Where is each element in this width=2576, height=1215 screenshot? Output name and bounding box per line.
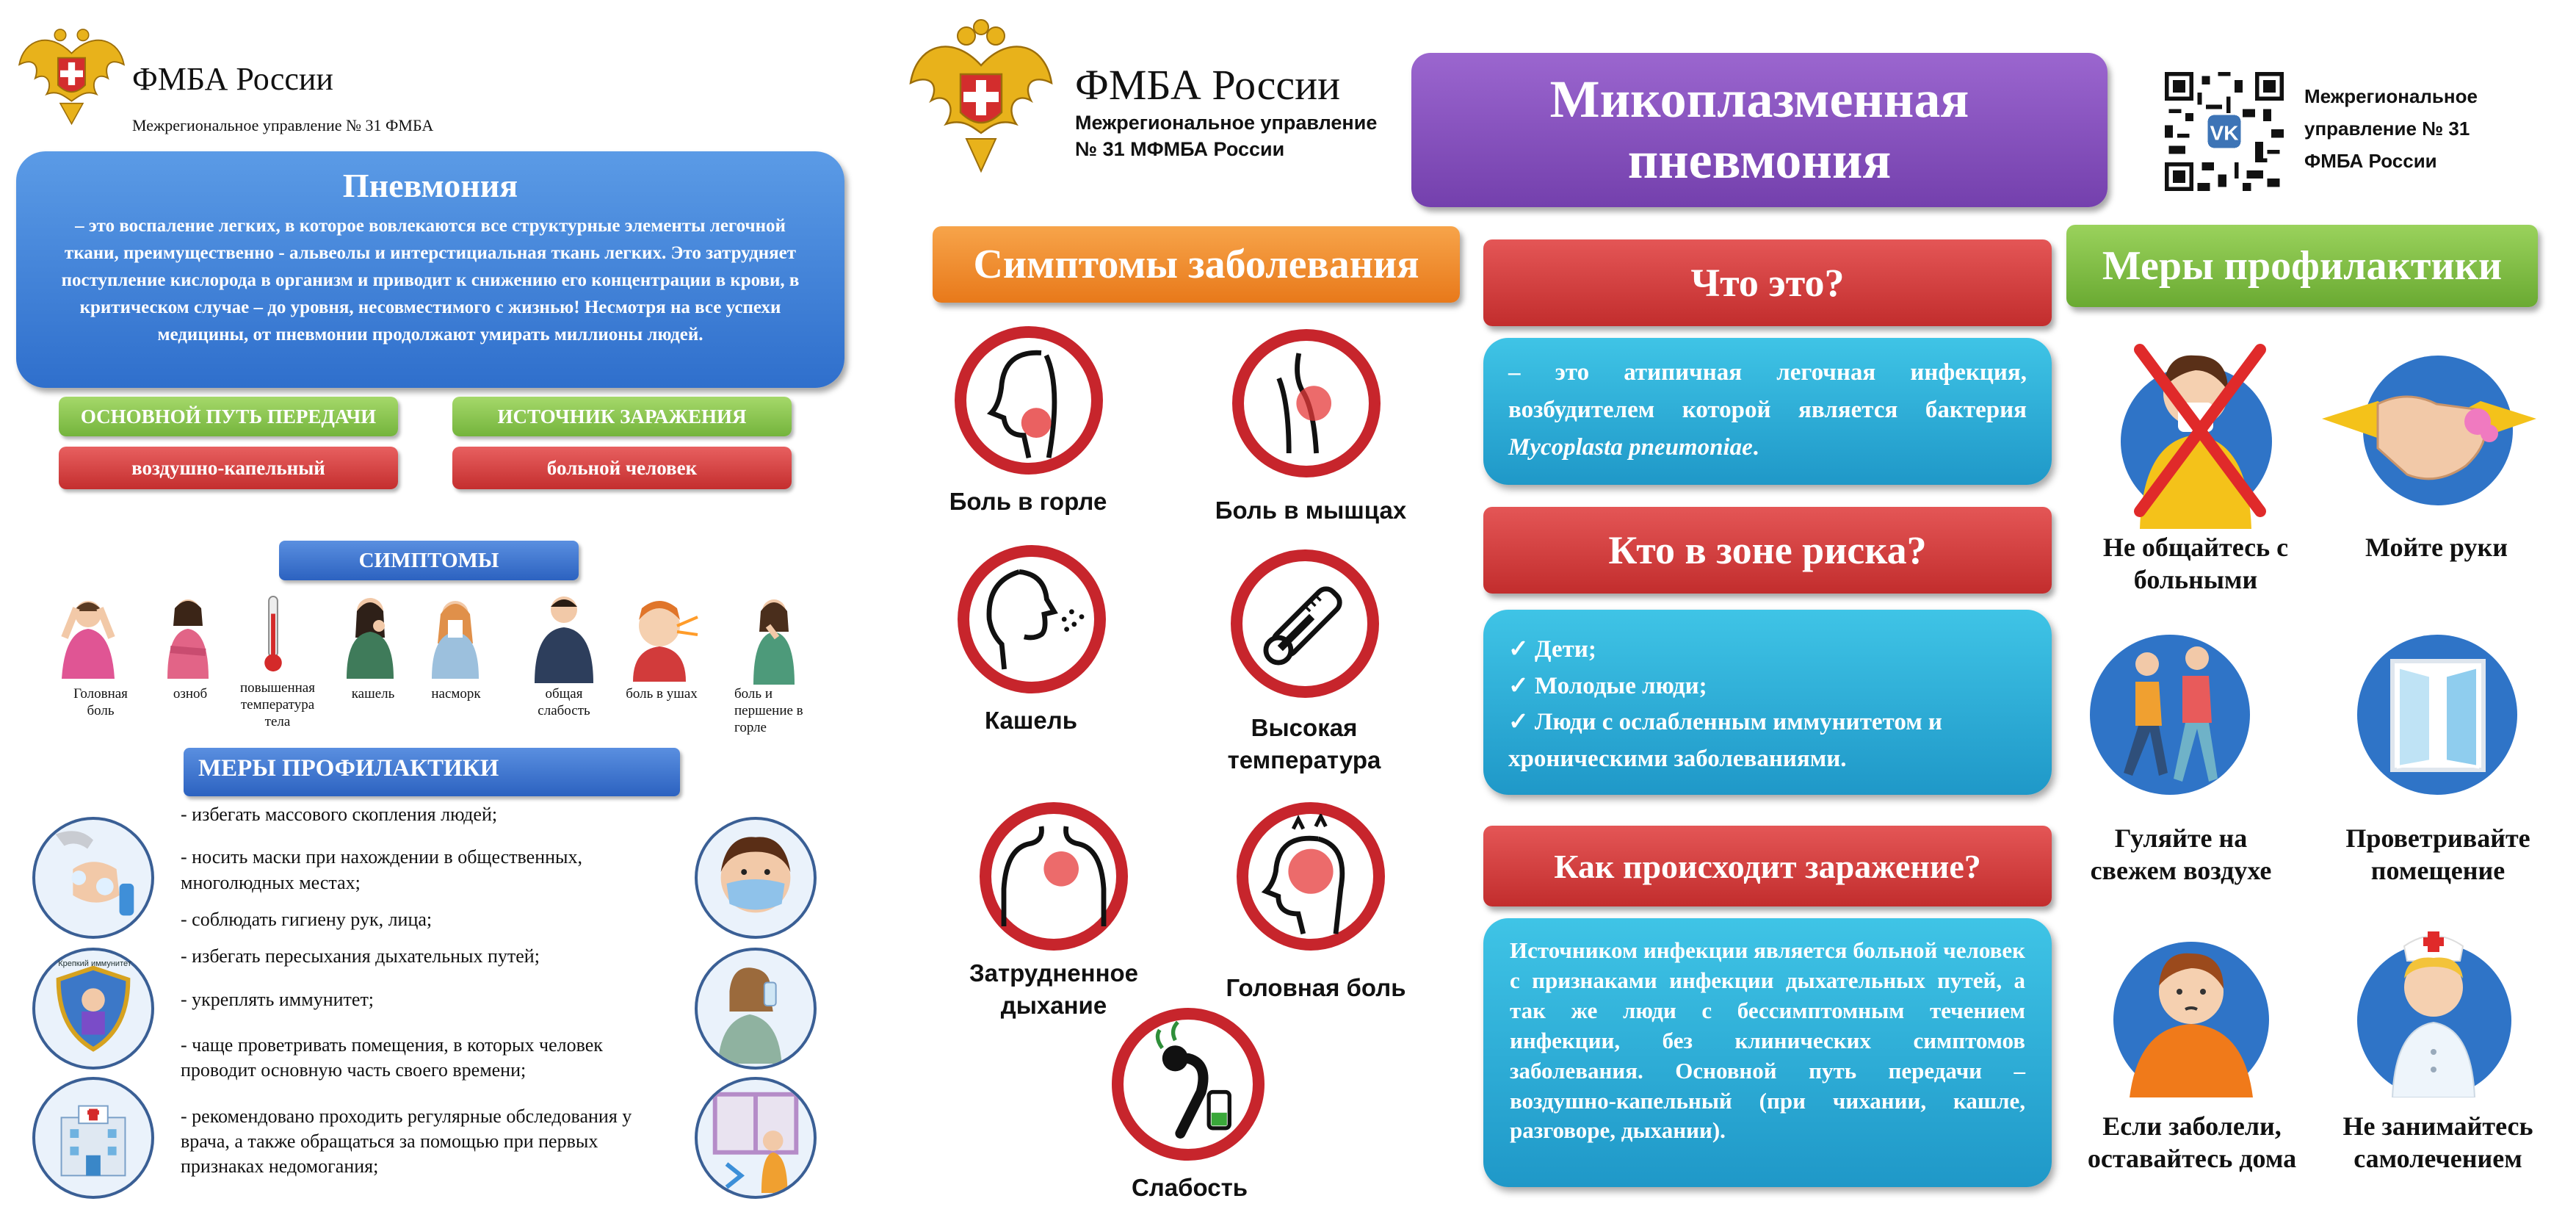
symptoms-header: Симптомы заболевания [933,226,1460,303]
sick-person-icon [2106,933,2276,1097]
earache-boy-icon [618,594,699,682]
symptom-cough-label: Кашель [984,707,1077,734]
symptom-headache-label: Головная боль [1226,974,1406,1001]
left-prevention-title: МЕРЫ ПРОФИЛАКТИКИ [184,748,680,796]
left-prevention-list [181,802,680,1179]
runny-nose-person-icon [423,594,489,682]
prevention-air-l2: помещение [2370,856,2506,885]
symptom-fever-label-1: Высокая [1251,714,1358,741]
no-contact-icon [2108,338,2284,529]
hand-wash-icon [35,820,151,936]
symptom-headache-label: Головная боль [73,686,128,718]
infection-box [1483,918,2052,1187]
prevention-self-l1: Не занимайтесь [2342,1111,2533,1141]
open-window-icon [2387,655,2489,776]
prevention-item-checkups: - рекомендовано проходить регулярные обследования у врача, а также обращаться за помощью при первых признаках недомогания; [181,1105,632,1178]
prevention-item-immunity: - укреплять иммунитет; [181,988,375,1010]
drinking-woman-icon [698,951,814,1067]
sore-throat-circle [955,326,1103,475]
fever-circle [1231,549,1379,698]
transmission-value: воздушно-капельный [59,447,398,489]
drinking-water-image [695,948,817,1070]
mask-man-image [695,817,817,939]
infection-text: Источником инфекции является больной человек с признаками инфекции дыхательных путей, а так же люди с бессимптомным течением инфекции, без клинических симптомов заболевания. Основной путь передачи – воздушно-капельный (при чихании, кашле, разговоре, дыхании). [1510,937,2025,1144]
symptom-runny-nose-label: насморк [431,686,481,702]
symptom-weakness-label: общая слабость [538,686,590,718]
symptom-sore-throat-label: боль и першение в горле [734,686,803,735]
thermometer-icon [258,594,288,674]
muscle-pain-circle [1232,329,1381,477]
pneumonia-title: Пневмония [342,167,518,204]
symptom-cough-label: кашель [351,686,395,702]
hospital-image [32,1077,154,1199]
prevention-item-hygiene: - соблюдать гигиену рук, лица; [181,908,433,930]
right-org-name: ФМБА России [1075,61,1341,109]
symptom-chills-label: озноб [173,686,208,702]
symptom-earache-label: боль в ушах [626,686,698,702]
source-value: больной человек [452,447,792,489]
sore-throat-icon [966,338,1091,463]
prevention-walk-l2: свежем воздухе [2090,856,2272,885]
prevention-no-contact-l1: Не общайтесь с [2102,533,2289,562]
risk-header: Кто в зоне риска? [1483,507,2052,594]
prevention-air-l1: Проветривайте [2345,823,2530,853]
prevention-item-crowds: - избегать массового скопления людей; [181,804,498,825]
prevention-self-l2: самолечением [2354,1144,2522,1173]
qr-org-line1: Межрегиональное [2304,85,2478,107]
weakness-icon [1124,1020,1253,1149]
left-org-subtitle: Межрегиональное управление № 31 ФМБА [132,116,434,134]
symptom-breathing-label-2: дыхание [1000,992,1107,1019]
cough-person-icon [338,594,404,682]
hand-washing-image [32,817,154,939]
right-org-sub-line2: № 31 МФМБА России [1075,138,1285,160]
prevention-header: Меры профилактики [2066,225,2538,307]
main-title-line1: Микоплазменная [1549,70,1969,129]
handshake-icon [2319,360,2539,507]
prevention-walk-l1: Гуляйте на [2114,823,2248,853]
weakness-circle [1112,1008,1265,1161]
qr-org-line3: ФМБА России [2304,150,2437,172]
sore-throat-person-icon [745,594,803,685]
risk-item-young: ✓ Молодые люди; [1508,672,1707,699]
immunity-badge-text: Крепкий иммунитет [58,959,131,968]
prevention-item-airways: - избегать пересыхания дыхательных путей; [181,945,540,967]
ventilation-image [695,1077,817,1199]
prevention-wash-label: Мойте руки [2365,533,2508,562]
qr-org-line2: управление № 31 [2304,118,2470,140]
weakness-person-icon [529,592,599,683]
svg-text:VK: VK [2210,121,2239,145]
eagle-emblem-icon [15,19,129,133]
headache-icon [1248,814,1373,939]
symptom-throat-label: Боль в горле [949,488,1107,515]
window-icon [698,1080,814,1196]
prevention-stay-l1: Если заболели, [2102,1111,2282,1141]
main-title-line2: пневмония [1627,131,1892,190]
nurse-icon [2372,914,2497,1097]
breathing-circle [980,802,1128,951]
headache-person-icon [44,594,132,682]
eagle-emblem-icon [908,15,1054,181]
mask-face-icon [698,820,814,936]
risk-item-children: ✓ Дети; [1508,636,1596,663]
what-is-it-box [1483,338,2052,485]
symptom-weakness-label: Слабость [1131,1174,1248,1201]
right-org-sub-line1: Межрегиональное управление [1075,112,1378,134]
prevention-stay-l2: оставайтесь дома [2087,1144,2297,1173]
headache-circle [1237,802,1385,951]
pneumonia-text: – это воспаление легких, в которое вовлекаются все структурные элементы легочной ткани, преимущественно - альвеолы и интерстициальная ткань легких. Это затрудняет поступление кислорода в организм и приводит к снижению его концентрации в крови, в критическом случае – до уровня, несовместимого с жизнью! Несмотря на все успехи медицины, от пневмонии продолжают умирать миллионы людей. [61,215,800,345]
walking-people-icon [2091,632,2253,808]
infection-header: Как происходит заражение? [1483,826,2052,906]
risk-item-immunocompromised: ✓ Люди с ослабленным иммунитетом и хроническими заболеваниями. [1508,709,1942,772]
prevention-item-masks: - носить маски при нахождении в общественных, многолюдных местах; [181,846,582,893]
prevention-no-contact-l2: больными [2133,565,2258,594]
prevention-item-ventilate: - чаще проветривать помещения, в которых человек проводит основную часть своего времени; [181,1034,603,1081]
pneumonia-definition-panel [16,151,844,388]
what-text-a: – это атипичная легочная инфекция, возбудителем которой является бактерия [1508,359,2027,424]
qr-code-icon[interactable] [2165,72,2284,191]
muscle-pain-icon [1244,341,1369,466]
cough-circle [958,545,1106,693]
risk-box [1483,610,2052,795]
symptom-muscles-label: Боль в мышцах [1215,497,1407,524]
thermometer-icon [1242,561,1367,686]
chills-person-icon [159,594,217,682]
main-title-banner [1411,53,2108,207]
hospital-icon [35,1080,151,1196]
symptom-breathing-label-1: Затрудненное [969,959,1139,987]
chest-pain-icon [991,814,1116,939]
left-org-name: ФМБА России [132,61,333,97]
source-label: ИСТОЧНИК ЗАРАЖЕНИЯ [452,397,792,436]
left-symptoms-title: СИМПТОМЫ [279,541,579,580]
what-is-it-header: Что это? [1483,239,2052,326]
symptom-fever-label-2: температура [1227,746,1381,774]
what-text-bacteria: Mycoplasta pneumoniae [1508,434,1753,461]
what-text-c: . [1752,434,1759,461]
symptom-fever-label: повышенная температура тела [240,680,315,729]
transmission-label: ОСНОВНОЙ ПУТЬ ПЕРЕДАЧИ [59,397,398,436]
cough-icon [969,557,1094,682]
